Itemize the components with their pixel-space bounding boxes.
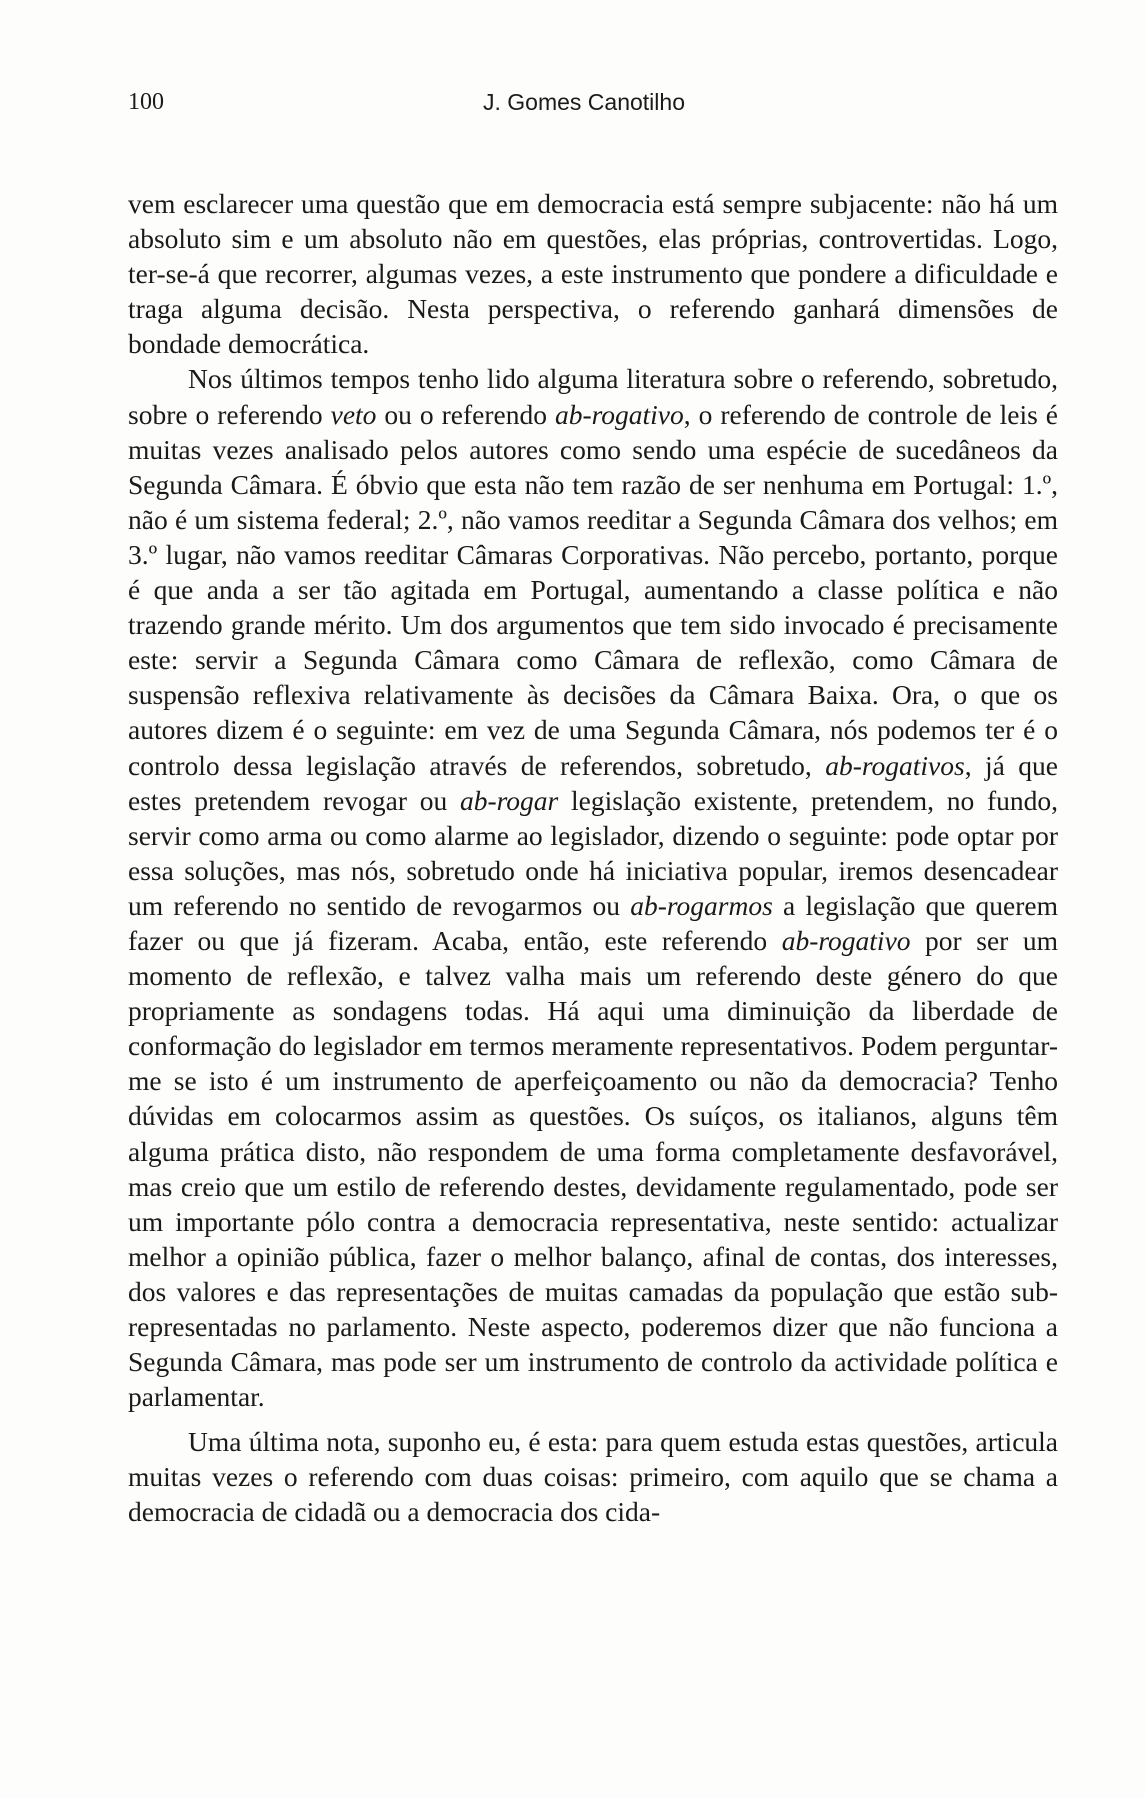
running-title: J. Gomes Canotilho (483, 89, 685, 115)
paragraph-2 (128, 361, 1058, 1414)
text-segment: ou o referendo (376, 398, 555, 430)
text-segment: a legislação que querem fazer ou que já fizeram. Acaba, então, este referendo (128, 889, 1058, 956)
italic-term: ab-rogativo (781, 924, 911, 956)
italic-term: ab-rogativos (825, 749, 965, 781)
italic-term: ab-rogar (459, 784, 559, 816)
running-head (128, 82, 1058, 122)
text-segment: , já que estes pretendem revogar ou (128, 749, 1058, 816)
paragraph-1 (128, 186, 1058, 361)
body-text (128, 186, 1058, 1530)
italic-term: veto (330, 398, 377, 430)
text-segment: por ser um momento de reflexão, e talvez valha mais um referendo deste género do que propriamente as sondagens todas. Há aqui uma diminuição da liberdade de conformação do legislador em termos meramente representativos. Podem perguntar-me se isto é um instrumento de aperfeiçoamento ou não da democracia? Tenho dúvidas em colocarmos assim as questões. Os suíços, os italianos, alguns têm alguma prática disto, não respondem de uma forma completamente desfavorável, mas creio que um estilo de referendo destes, devidamente regulamentado, pode ser um importante pólo contra a democracia representativa, neste sentido: actualizar melhor a opinião pública, fazer o melhor balanço, afinal de contas, dos interesses, dos valores e das representações de muitas camadas da população que estão sub-representadas no parlamento. Neste aspecto, poderemos dizer que não funciona a Segunda Câmara, mas pode ser um instrumento de controlo da actividade política e parlamentar. (128, 924, 1058, 1413)
text-segment: , o referendo de controle de leis é muitas vezes analisado pelos autores como sendo uma espécie de sucedâneos da Segunda Câmara. É óbvio que esta não tem razão de ser nenhuma em Portugal: 1.º, não é um sistema federal; 2.º, não vamos reeditar a Segunda Câmara dos velhos; em 3.º lugar, não vamos reeditar Câmaras Corporativas. Não percebo, portanto, porque é que anda a ser tão agitada em Portugal, aumentando a classe política e não trazendo grande mérito. Um dos argumentos que tem sido invocado é precisamente este: servir a Segunda Câmara como Câmara de reflexão, como Câmara de suspensão reflexiva relativamente às decisões da Câmara Baixa. Ora, o que os autores dizem é o seguinte: em vez de uma Segunda Câmara, nós podemos ter é o controlo dessa legislação através de referendos, sobretudo, (128, 398, 1059, 781)
paragraph-3 (128, 1424, 1058, 1529)
text-segment: Nos últimos tempos tenho lido alguma literatura sobre o referendo, sobretudo, sobre o referendo (128, 363, 1058, 430)
text-segment: Uma última nota, suponho eu, é esta: para quem estuda estas questões, articula muitas vezes o referendo com duas coisas: primeiro, com aquilo que se chama a democracia de cidadã ou a democracia dos cida- (128, 1426, 1058, 1528)
text-segment: legislação existente, pretendem, no fundo, servir como arma ou como alarme ao legislador, dizendo o seguinte: pode optar por essa soluções, mas nós, sobretudo onde há iniciativa popular, iremos desencadear um referendo no sentido de revogarmos ou (128, 784, 1058, 921)
page-number: 100 (128, 89, 164, 115)
text-segment: vem esclarecer uma questão que em democracia está sempre subjacente: não há um absoluto sim e um absoluto não em questões, elas próprias, controvertidas. Logo, ter-se-á que recorrer, algumas vezes, a este instrumento que pondere a dificuldade e traga alguma decisão. Nesta perspectiva, o referendo ganhará dimensões de bondade democrática. (128, 188, 1058, 360)
italic-term: ab-rogarmos (630, 889, 773, 921)
italic-term: ab-rogativo (554, 398, 684, 430)
